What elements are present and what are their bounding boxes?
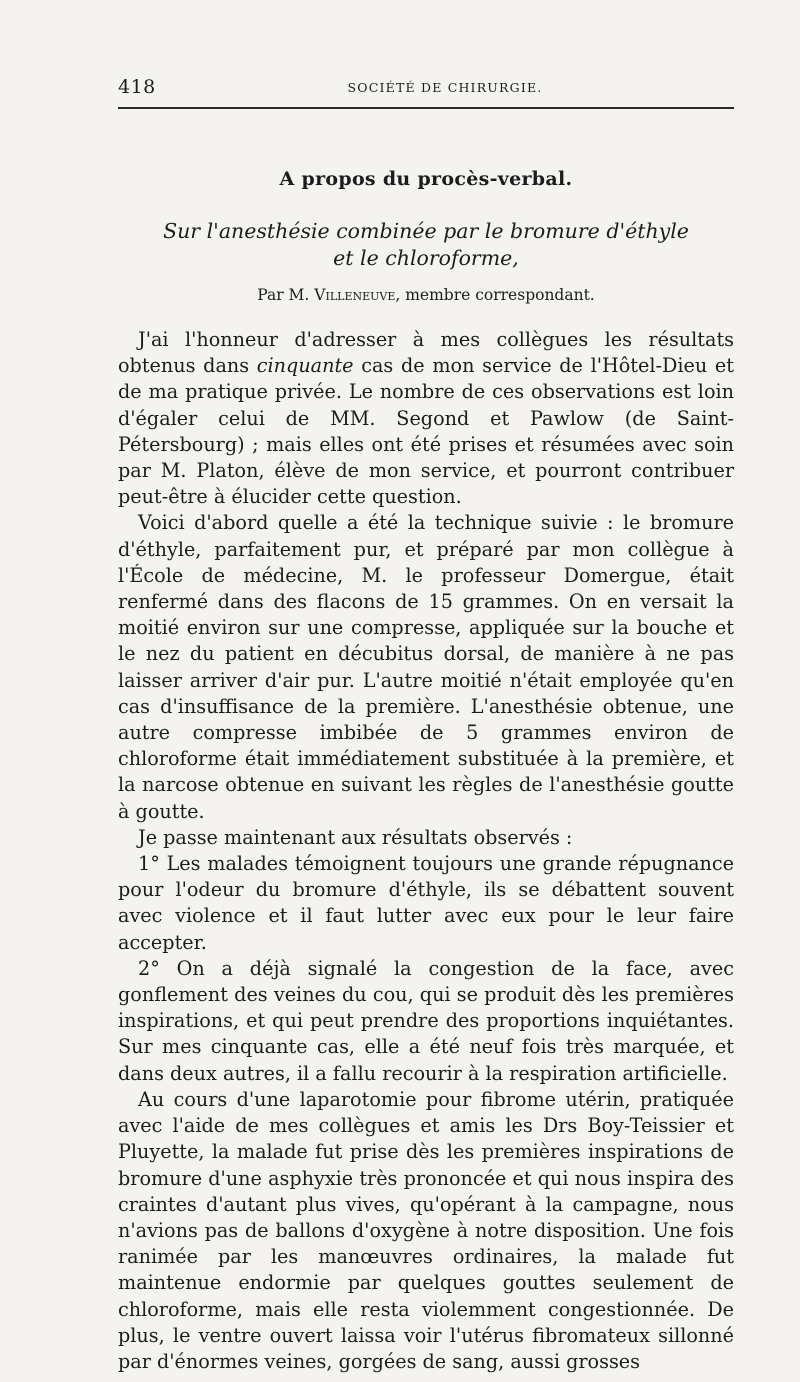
paragraph: Au cours d'une laparotomie pour fibrome utérin, pratiquée avec l'aide de mes collègues et amis les Drs Boy-Teissier et Pluyette, la malade fut prise dès les premières inspirations de bromure d'une asphyxie très prononcée et qui nous inspira des craintes d'autant plus vives, qu'opérant à la campagne, nous n'avions pas de ballons d'oxygène à notre disposition. Une fois ranimée par les manœuvres ordinaires, la malade fut maintenue endormie par quelques gouttes seulement de chloroforme, mais elle resta violemment congestionnée. De plus, le ventre ouvert laissa voir l'utérus fibromateux sillonné par d'énormes veines, gorgées de sang, aussi grosses: [118, 1087, 734, 1373]
header-rule: [118, 107, 734, 109]
paragraph: J'ai l'honneur d'adresser à mes collègues les résultats obtenus dans cinquante cas de mon service de l'Hôtel-Dieu et de ma pratique privée. Le nombre de ces observations est loin d'égaler celui de MM. Segond et Pawlow (de Saint-Pétersbourg) ; mais elles ont été prises et résumées avec soin par M. Platon, élève de mon service, et pourront contribuer peut-être à élucider cette question.: [118, 328, 734, 509]
byline-prefix: Par M.: [257, 286, 310, 304]
running-head: SOCIÉTÉ DE CHIRURGIE.: [347, 80, 543, 95]
paragraph: 1° Les malades témoignent toujours une grande répugnance pour l'odeur du bromure d'éthyle, ils se débattent souvent avec violence et il faut lutter avec eux pour le leur faire accepter.: [118, 852, 734, 954]
article-title-line-2: et le chloroforme,: [333, 246, 519, 270]
author-name: Villeneuve: [314, 286, 396, 304]
paragraph: Voici d'abord quelle a été la technique suivie : le bromure d'éthyle, parfaitement pur, et préparé par mon collègue à l'École de médecine, M. le professeur Domergue, était renfermé dans des flacons de 15 grammes. On en versait la moitié environ sur une compresse, appliquée sur la bouche et le nez du patient en décubitus dorsal, de manière à ne pas laisser arriver d'air pur. L'autre moitié n'était employée qu'en cas d'insuffisance de la première. L'anesthésie obtenue, une autre compresse imbibée de 5 grammes environ de chloroforme était immédiatement substituée à la première, et la narcose obtenue en suivant les règles de l'anesthésie goutte à goutte.: [118, 511, 734, 823]
article-body: [118, 327, 734, 1375]
byline: [118, 286, 734, 304]
paragraph: 2° On a déjà signalé la congestion de la face, avec gonflement des veines du cou, qui se produit dès les premières inspirations, et qui peut prendre des proportions inquiétantes. Sur mes cinquante cas, elle a été neuf fois très marquée, et dans deux autres, il a fallu recourir à la respiration artificielle.: [118, 956, 734, 1085]
emphasis: cinquante: [256, 354, 354, 378]
page-header: [118, 72, 734, 102]
article-title-line-1: Sur l'anesthésie combinée par le bromure d'éthyle: [163, 219, 689, 243]
article-title: [118, 218, 734, 272]
byline-suffix: , membre correspondant.: [395, 286, 595, 304]
paragraph: Je passe maintenant aux résultats observés :: [138, 825, 573, 849]
page-number: 418: [118, 76, 156, 98]
section-title: A propos du procès-verbal.: [279, 168, 573, 190]
